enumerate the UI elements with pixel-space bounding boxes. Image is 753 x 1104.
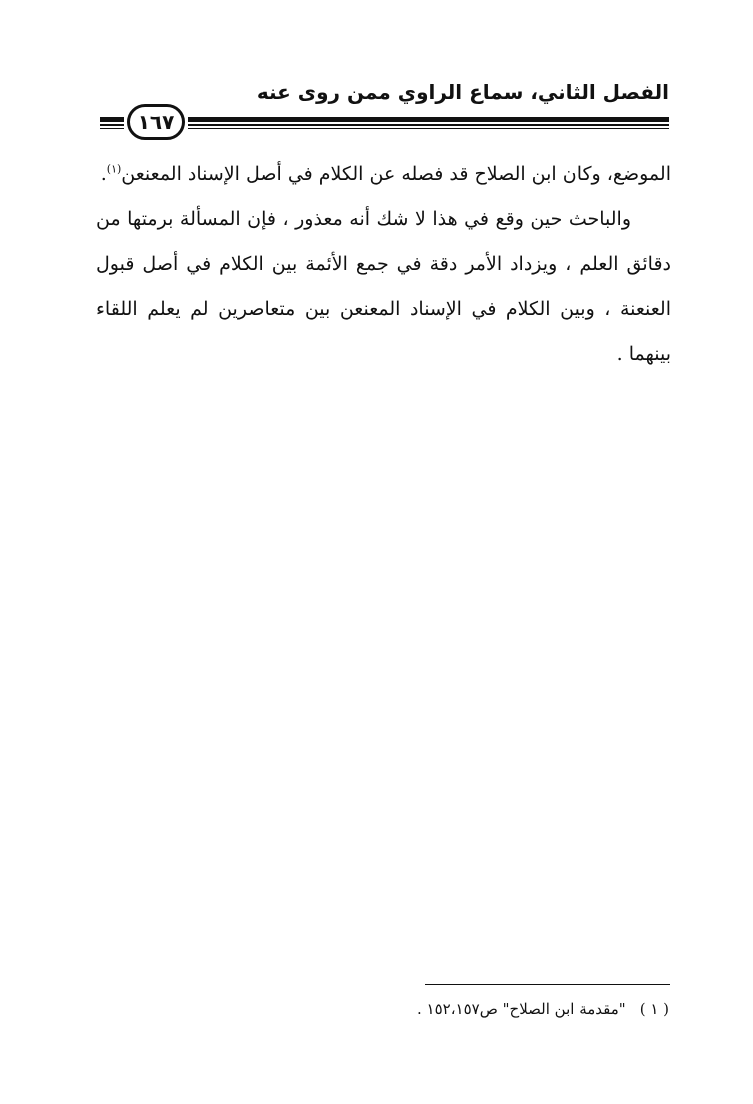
footnote-ref-1[interactable]: (١)	[106, 162, 122, 176]
footnote-1	[417, 1000, 669, 1018]
paragraph-1-text: الموضع، وكان ابن الصلاح قد فصله عن الكلام في أصل الإسناد المعنعن	[121, 163, 671, 185]
paragraph-2: والباحث حين وقع في هذا لا شك أنه معذور ، فإن المسألة برمتها من دقائق العلم ، ويزداد الأمر دقة في جمع الأئمة بين الكلام في أصل قبول العنعنة ، وبين الكلام في الإسناد المعنعن بين متعاصرين لم يعلم اللقاء بينهما .	[96, 208, 671, 365]
footnote-number: ( ١ )	[639, 1000, 669, 1018]
paragraph-1	[96, 152, 671, 197]
paragraph-1-end: .	[100, 163, 107, 185]
header-rule-left	[100, 117, 124, 131]
footnote-text: "مقدمة ابن الصلاح" ص١٥٢،١٥٧ .	[417, 1000, 626, 1018]
main-text	[96, 152, 671, 377]
header-rule	[188, 117, 669, 131]
footnote-separator	[425, 984, 670, 985]
page-number: ١٦٧	[127, 104, 185, 140]
chapter-title: الفصل الثاني، سماع الراوي ممن روى عنه	[256, 80, 669, 104]
